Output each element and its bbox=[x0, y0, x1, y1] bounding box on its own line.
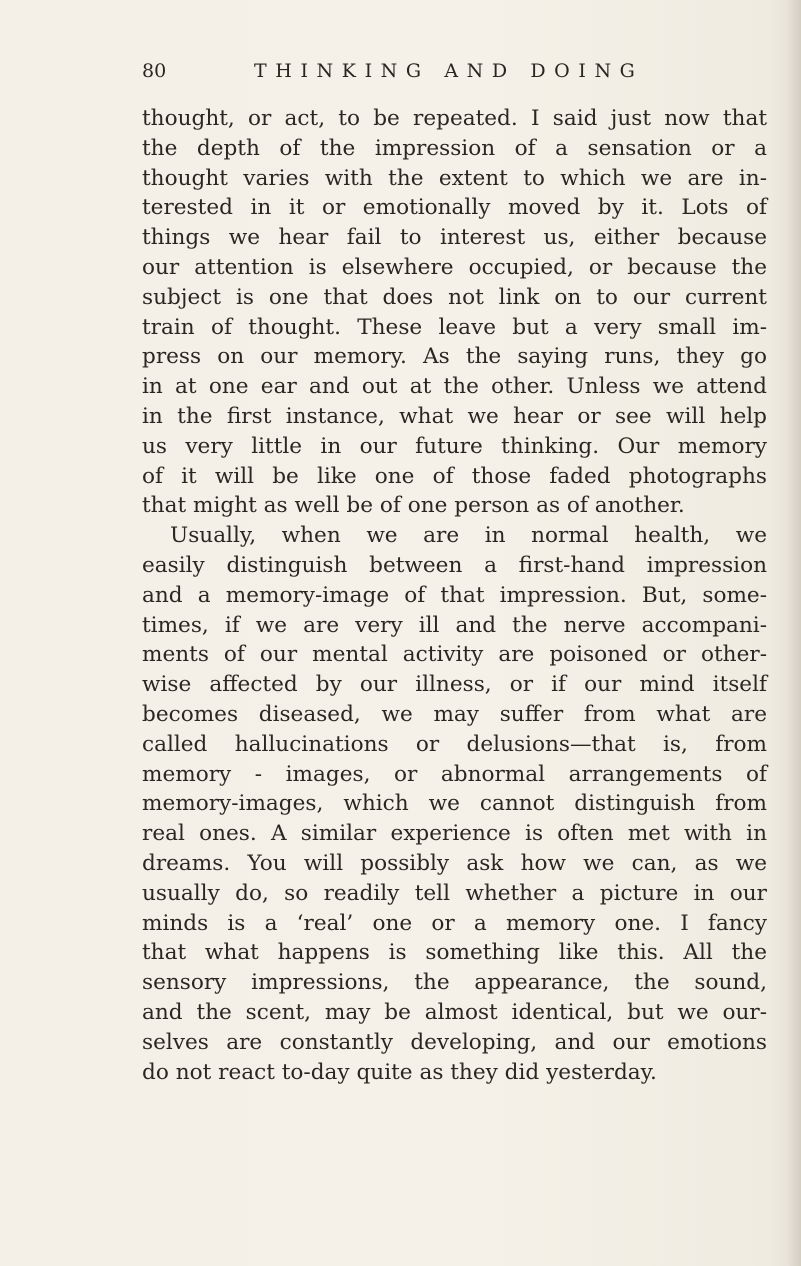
text-line: easily distinguish between a first-hand impression bbox=[142, 552, 767, 578]
text-line: our attention is elsewhere occupied, or because the bbox=[142, 254, 767, 280]
text-line: times, if we are very ill and the nerve accompani- bbox=[142, 612, 767, 638]
page-number: 80 bbox=[142, 60, 167, 82]
text-line: press on our memory. As the saying runs, they go bbox=[142, 344, 767, 370]
text-line: in the first instance, what we hear or see will help bbox=[142, 403, 767, 429]
text-line: of it will be like one of those faded photographs bbox=[142, 463, 767, 489]
running-title: THINKING AND DOING bbox=[254, 60, 644, 82]
text-line: sensory impressions, the appearance, the sound, bbox=[142, 970, 767, 996]
text-line: called hallucinations or delusions—that is, from bbox=[142, 731, 767, 757]
text-line: dreams. You will possibly ask how we can, as we bbox=[142, 850, 767, 876]
text-line: and a memory-image of that impression. But, some- bbox=[142, 582, 767, 608]
text-line: usually do, so readily tell whether a picture in our bbox=[142, 880, 767, 906]
text-line: and the scent, may be almost identical, but we our- bbox=[142, 999, 767, 1025]
text-line: in at one ear and out at the other. Unless we attend bbox=[142, 374, 767, 400]
text-line-paragraph-end: that might as well be of one person as of another. bbox=[142, 493, 685, 519]
text-line: that what happens is something like this. All the bbox=[142, 940, 767, 966]
text-line-paragraph-start: Usually, when we are in normal health, we bbox=[170, 523, 767, 549]
text-line: ments of our mental activity are poisoned or other- bbox=[142, 642, 767, 668]
body-text bbox=[142, 104, 767, 1087]
text-line: real ones. A similar experience is often met with in bbox=[142, 821, 767, 847]
text-line: memory - images, or abnormal arrangements of bbox=[142, 761, 767, 787]
text-line: the depth of the impression of a sensation or a bbox=[142, 135, 767, 161]
text-line: minds is a ‘real’ one or a memory one. I fancy bbox=[142, 910, 767, 936]
text-line: things we hear fail to interest us, either because bbox=[142, 225, 767, 251]
text-line: train of thought. These leave but a very small im- bbox=[142, 314, 767, 340]
text-line: terested in it or emotionally moved by it. Lots of bbox=[142, 195, 767, 221]
text-line: us very little in our future thinking. Our memory bbox=[142, 433, 767, 459]
text-line: wise affected by our illness, or if our mind itself bbox=[142, 672, 767, 698]
text-line: becomes diseased, we may suffer from what are bbox=[142, 701, 767, 727]
text-line: thought, or act, to be repeated. I said just now that bbox=[142, 106, 767, 131]
text-line: thought varies with the extent to which we are in- bbox=[142, 165, 767, 191]
running-head bbox=[142, 60, 762, 90]
text-line: selves are constantly developing, and our emotions bbox=[142, 1029, 767, 1055]
text-line-page-end: do not react to-day quite as they did yesterday. bbox=[142, 1059, 657, 1085]
text-line: memory-images, which we cannot distinguish from bbox=[142, 791, 767, 817]
text-line: subject is one that does not link on to our current bbox=[142, 284, 767, 310]
page-edge-shadow bbox=[787, 0, 801, 1266]
